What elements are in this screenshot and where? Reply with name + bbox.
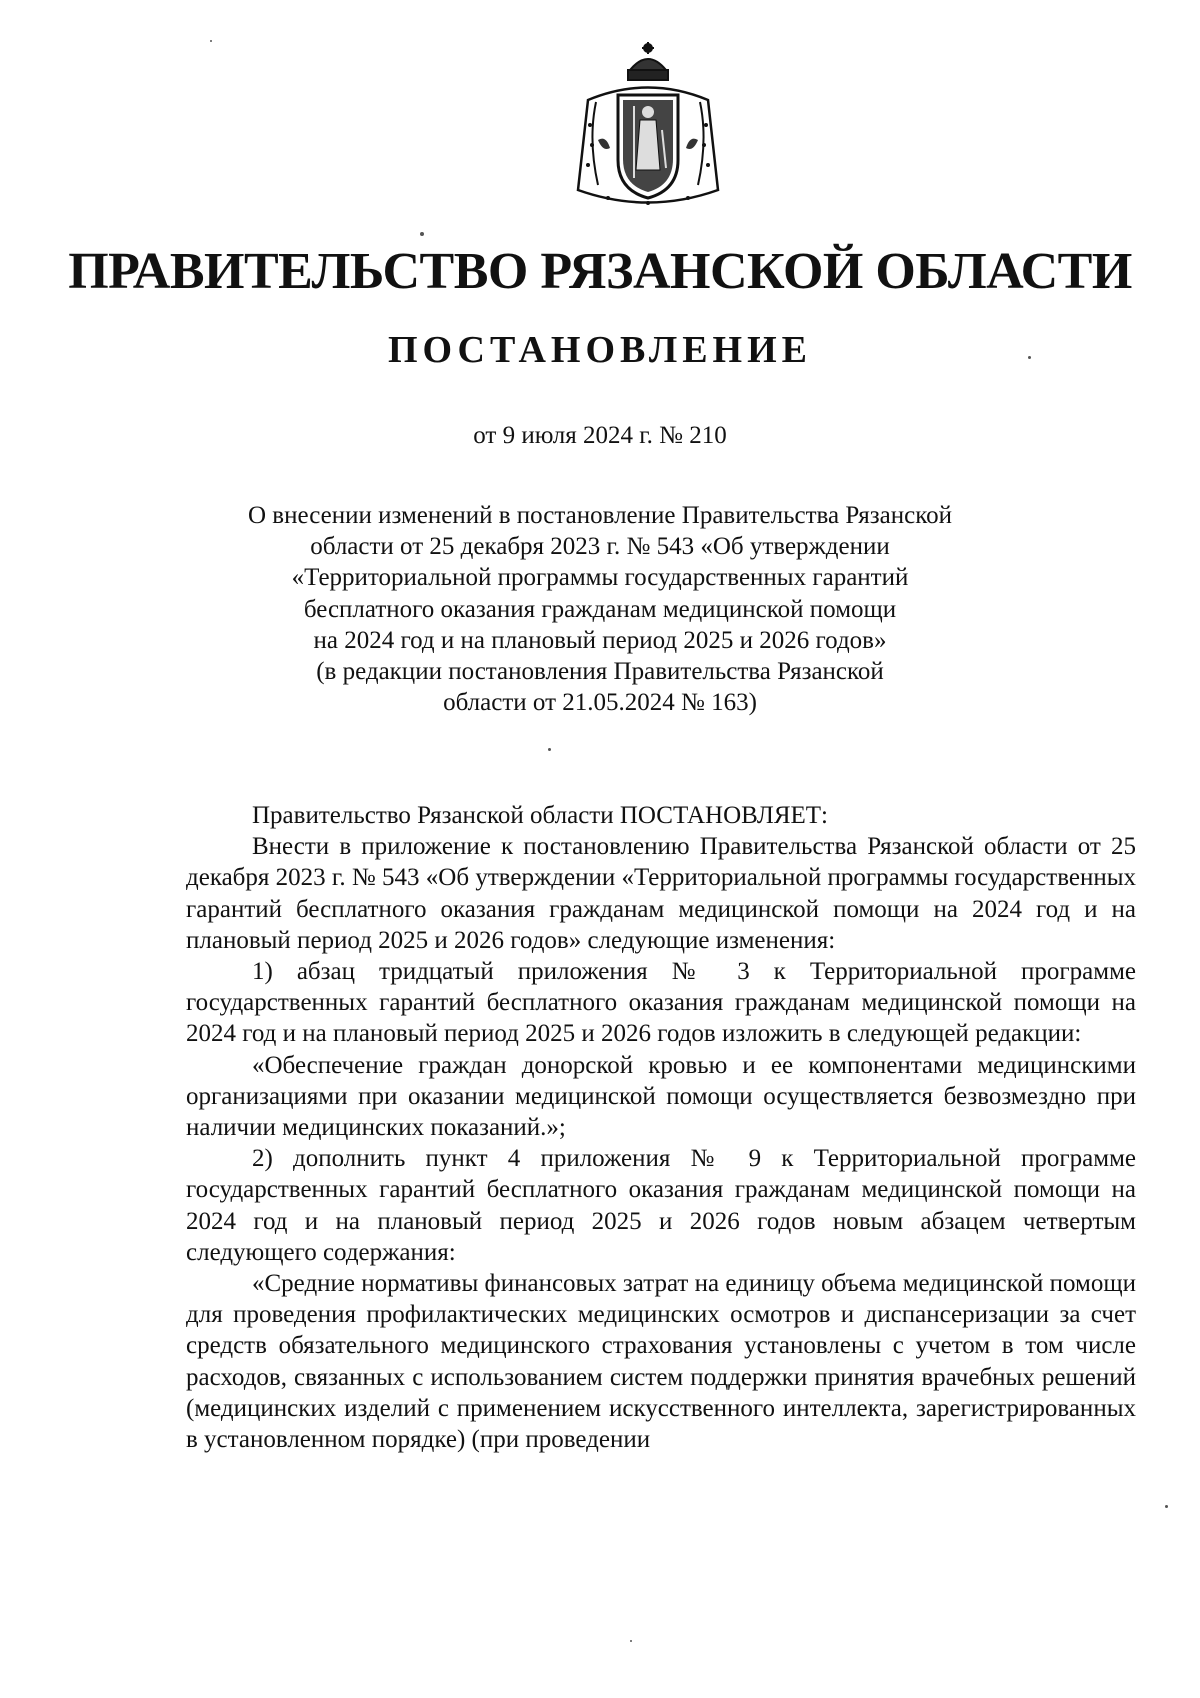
government-title: ПРАВИТЕЛЬСТВО РЯЗАНСКОЙ ОБЛАСТИ (68, 243, 1132, 300)
subject-line: области от 25 декабря 2023 г. № 543 «Об утверждении (310, 533, 890, 561)
scan-speck (1028, 356, 1031, 359)
body-paragraph: Правительство Рязанской области ПОСТАНОВЛЯЕТ: (252, 802, 828, 829)
document-subject (200, 500, 1000, 718)
ryazan-coat-of-arms-icon (568, 40, 728, 220)
document-body (186, 800, 1136, 1455)
body-paragraph: «Обеспечение граждан донорской кровью и ее компонентами медицинскими организациями при оказании медицинской помощи осуществляется безвозмездно при наличии медицинских показаний.»; (186, 1051, 1136, 1142)
subject-line: «Территориальной программы государственных гарантий (291, 564, 909, 592)
document-number: от 9 июля 2024 г. № 210 (473, 422, 727, 449)
subject-line: (в редакции постановления Правительства Рязанской (316, 658, 884, 686)
subject-line: бесплатного оказания гражданам медицинской помощи (303, 595, 897, 623)
scan-speck (210, 40, 212, 42)
body-paragraph: «Средние нормативы финансовых затрат на единицу объема медицинской помощи для проведения профилактических медицинских осмотров и диспансеризации за счет средств обязательного медицинского страхования установлены с учетом в том числе расходов, связанных с использованием систем поддержки принятия врачебных решений (медицинских изделий с применением искусственного интеллекта, зарегистрированных в установленном порядке) (при проведении (186, 1270, 1136, 1454)
scan-speck (630, 1640, 632, 1642)
document-type: ПОСТАНОВЛЕНИЕ (387, 329, 813, 371)
body-paragraph: 2) дополнить пункт 4 приложения № 9 к Территориальной программе государственных гарантий бесплатного оказания гражданам медицинской помощи на 2024 год и на плановый период 2025 и 2026 годов новым абзацем четвертым следующего содержания: (186, 1145, 1136, 1266)
scan-speck (1165, 1505, 1168, 1508)
scan-speck (548, 748, 551, 751)
body-paragraph: Внести в приложение к постановлению Правительства Рязанской области от 25 декабря 2023 г. № 543 «Об утверждении «Территориальной программы государственных гарантий бесплатного оказания гражданам медицинской помощи на 2024 год и на плановый период 2025 и 2026 годов» следующие изменения: (186, 833, 1136, 954)
subject-line: на 2024 год и на плановый период 2025 и 2026 годов» (313, 626, 887, 654)
subject-line: О внесении изменений в постановление Правительства Рязанской (247, 502, 952, 529)
scan-speck (420, 232, 424, 236)
body-paragraph: 1) абзац тридцатый приложения № 3 к Территориальной программе государственных гарантий бесплатного оказания гражданам медицинской помощи на 2024 год и на плановый период 2025 и 2026 годов изложить в следующей редакции: (186, 958, 1136, 1048)
subject-line: области от 21.05.2024 № 163) (443, 689, 757, 717)
